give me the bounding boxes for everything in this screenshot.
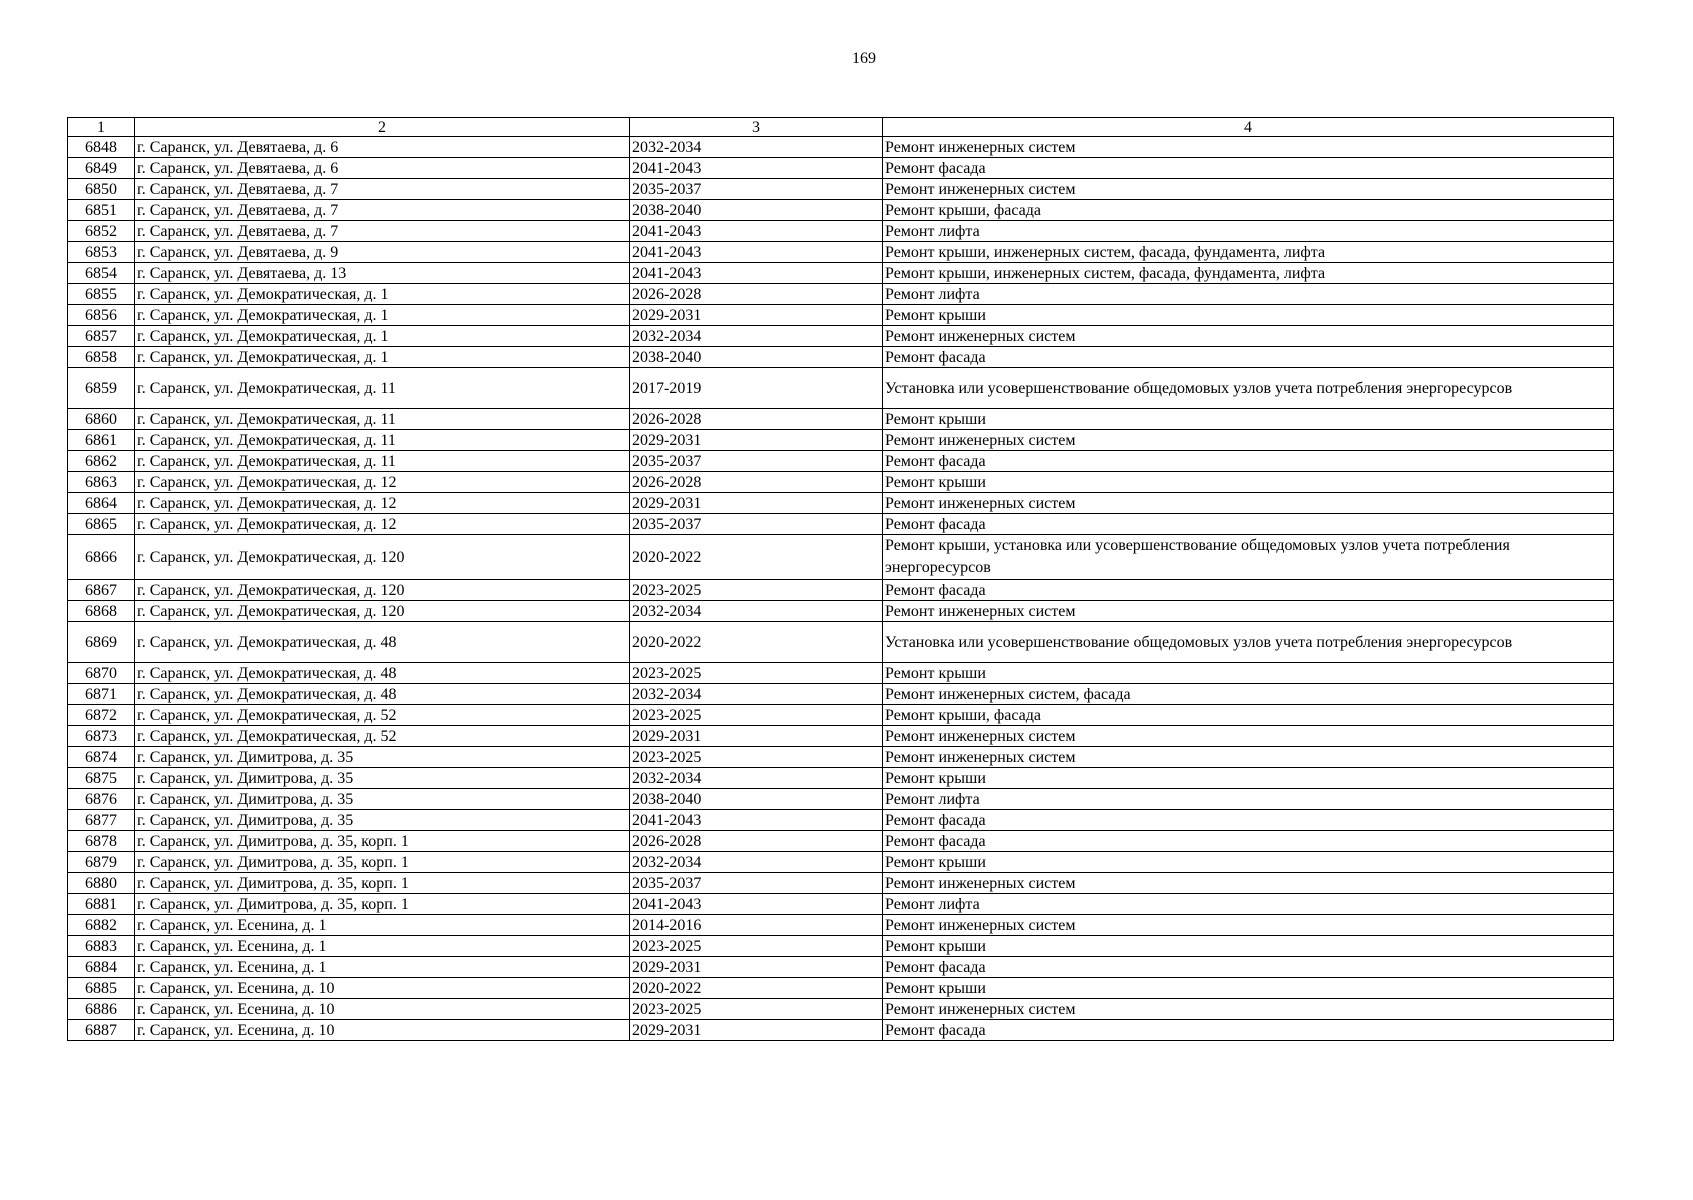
table-row xyxy=(68,622,1614,663)
period-cell: 2032-2034 xyxy=(630,768,883,789)
table-row xyxy=(68,430,1614,451)
period-cell: 2023-2025 xyxy=(630,936,883,957)
table-row xyxy=(68,999,1614,1020)
period-cell: 2026-2028 xyxy=(630,284,883,305)
period-cell: 2017-2019 xyxy=(630,368,883,409)
work-type-cell: Ремонт лифта xyxy=(883,894,1614,915)
row-number-cell: 6864 xyxy=(68,493,135,514)
address-cell: г. Саранск, ул. Демократическая, д. 48 xyxy=(135,663,630,684)
table-row xyxy=(68,284,1614,305)
work-type-cell: Ремонт крыши xyxy=(883,663,1614,684)
table-row xyxy=(68,894,1614,915)
work-type-cell: Ремонт крыши xyxy=(883,472,1614,493)
period-cell: 2038-2040 xyxy=(630,200,883,221)
work-type-cell: Ремонт фасада xyxy=(883,957,1614,978)
address-cell: г. Саранск, ул. Демократическая, д. 52 xyxy=(135,726,630,747)
table-row xyxy=(68,936,1614,957)
address-cell: г. Саранск, ул. Димитрова, д. 35, корп. 1 xyxy=(135,852,630,873)
period-cell: 2038-2040 xyxy=(630,347,883,368)
table-row xyxy=(68,347,1614,368)
row-number-cell: 6886 xyxy=(68,999,135,1020)
period-cell: 2032-2034 xyxy=(630,684,883,705)
row-number-cell: 6850 xyxy=(68,179,135,200)
work-type-cell: Ремонт фасада xyxy=(883,514,1614,535)
row-number-cell: 6856 xyxy=(68,305,135,326)
table-row xyxy=(68,915,1614,936)
table-row xyxy=(68,242,1614,263)
header-col-1: 1 xyxy=(68,118,135,137)
header-col-3: 3 xyxy=(630,118,883,137)
address-cell: г. Саранск, ул. Димитрова, д. 35 xyxy=(135,768,630,789)
address-cell: г. Саранск, ул. Демократическая, д. 52 xyxy=(135,705,630,726)
header-row xyxy=(68,118,1614,137)
work-type-cell: Ремонт крыши xyxy=(883,768,1614,789)
row-number-cell: 6863 xyxy=(68,472,135,493)
address-cell: г. Саранск, ул. Демократическая, д. 12 xyxy=(135,472,630,493)
address-cell: г. Саранск, ул. Демократическая, д. 120 xyxy=(135,580,630,601)
period-cell: 2041-2043 xyxy=(630,158,883,179)
address-cell: г. Саранск, ул. Есенина, д. 10 xyxy=(135,978,630,999)
table-row xyxy=(68,493,1614,514)
period-cell: 2035-2037 xyxy=(630,451,883,472)
page-number: 169 xyxy=(852,50,876,67)
work-type-cell: Ремонт крыши, фасада xyxy=(883,705,1614,726)
period-cell: 2029-2031 xyxy=(630,957,883,978)
work-type-cell: Ремонт крыши xyxy=(883,305,1614,326)
work-type-cell: Ремонт инженерных систем, фасада xyxy=(883,684,1614,705)
row-number-cell: 6848 xyxy=(68,137,135,158)
work-type-cell: Ремонт фасада xyxy=(883,451,1614,472)
row-number-cell: 6873 xyxy=(68,726,135,747)
row-number-cell: 6875 xyxy=(68,768,135,789)
table-row xyxy=(68,580,1614,601)
work-type-cell: Ремонт крыши, инженерных систем, фасада, фундамента, лифта xyxy=(883,263,1614,284)
table-row xyxy=(68,263,1614,284)
period-cell: 2026-2028 xyxy=(630,831,883,852)
table-row xyxy=(68,957,1614,978)
period-cell: 2029-2031 xyxy=(630,493,883,514)
period-cell: 2014-2016 xyxy=(630,915,883,936)
header-col-4: 4 xyxy=(883,118,1614,137)
work-type-cell: Ремонт инженерных систем xyxy=(883,430,1614,451)
address-cell: г. Саранск, ул. Демократическая, д. 11 xyxy=(135,430,630,451)
row-number-cell: 6861 xyxy=(68,430,135,451)
table-row xyxy=(68,768,1614,789)
row-number-cell: 6858 xyxy=(68,347,135,368)
address-cell: г. Саранск, ул. Димитрова, д. 35, корп. 1 xyxy=(135,894,630,915)
table-row xyxy=(68,1020,1614,1041)
row-number-cell: 6880 xyxy=(68,873,135,894)
period-cell: 2038-2040 xyxy=(630,789,883,810)
address-cell: г. Саранск, ул. Димитрова, д. 35 xyxy=(135,747,630,768)
row-number-cell: 6852 xyxy=(68,221,135,242)
row-number-cell: 6877 xyxy=(68,810,135,831)
address-cell: г. Саранск, ул. Демократическая, д. 11 xyxy=(135,451,630,472)
table-row xyxy=(68,158,1614,179)
work-type-cell: Ремонт инженерных систем xyxy=(883,179,1614,200)
period-cell: 2035-2037 xyxy=(630,873,883,894)
row-number-cell: 6866 xyxy=(68,535,135,580)
address-cell: г. Саранск, ул. Демократическая, д. 12 xyxy=(135,514,630,535)
table-row xyxy=(68,852,1614,873)
table-row xyxy=(68,789,1614,810)
row-number-cell: 6855 xyxy=(68,284,135,305)
work-type-cell: Ремонт инженерных систем xyxy=(883,601,1614,622)
address-cell: г. Саранск, ул. Девятаева, д. 7 xyxy=(135,200,630,221)
row-number-cell: 6853 xyxy=(68,242,135,263)
row-number-cell: 6849 xyxy=(68,158,135,179)
address-cell: г. Саранск, ул. Демократическая, д. 1 xyxy=(135,326,630,347)
address-cell: г. Саранск, ул. Демократическая, д. 120 xyxy=(135,535,630,580)
table-row xyxy=(68,873,1614,894)
work-type-cell: Ремонт крыши, инженерных систем, фасада, фундамента, лифта xyxy=(883,242,1614,263)
work-type-cell: Ремонт крыши xyxy=(883,978,1614,999)
period-cell: 2032-2034 xyxy=(630,852,883,873)
address-cell: г. Саранск, ул. Демократическая, д. 1 xyxy=(135,305,630,326)
address-cell: г. Саранск, ул. Девятаева, д. 7 xyxy=(135,221,630,242)
table-row xyxy=(68,221,1614,242)
table-row xyxy=(68,200,1614,221)
table-row xyxy=(68,726,1614,747)
address-cell: г. Саранск, ул. Девятаева, д. 6 xyxy=(135,137,630,158)
table-row xyxy=(68,747,1614,768)
work-type-cell: Ремонт фасада xyxy=(883,580,1614,601)
table-row xyxy=(68,810,1614,831)
work-type-cell: Ремонт фасада xyxy=(883,158,1614,179)
row-number-cell: 6881 xyxy=(68,894,135,915)
table-row xyxy=(68,514,1614,535)
work-type-cell: Ремонт лифта xyxy=(883,789,1614,810)
repair-schedule-table xyxy=(67,117,1614,1041)
period-cell: 2023-2025 xyxy=(630,663,883,684)
work-type-cell: Установка или усовершенствование общедомовых узлов учета потребления энергоресурсов xyxy=(883,622,1614,663)
row-number-cell: 6868 xyxy=(68,601,135,622)
period-cell: 2020-2022 xyxy=(630,622,883,663)
period-cell: 2041-2043 xyxy=(630,810,883,831)
period-cell: 2023-2025 xyxy=(630,747,883,768)
work-type-cell: Ремонт инженерных систем xyxy=(883,493,1614,514)
work-type-cell: Ремонт инженерных систем xyxy=(883,747,1614,768)
table-row xyxy=(68,137,1614,158)
address-cell: г. Саранск, ул. Девятаева, д. 13 xyxy=(135,263,630,284)
table-row xyxy=(68,684,1614,705)
work-type-cell: Ремонт крыши, фасада xyxy=(883,200,1614,221)
table-row xyxy=(68,368,1614,409)
table-row xyxy=(68,409,1614,430)
address-cell: г. Саранск, ул. Есенина, д. 10 xyxy=(135,999,630,1020)
period-cell: 2029-2031 xyxy=(630,1020,883,1041)
table-row xyxy=(68,831,1614,852)
row-number-cell: 6859 xyxy=(68,368,135,409)
address-cell: г. Саранск, ул. Димитрова, д. 35 xyxy=(135,810,630,831)
header-col-2: 2 xyxy=(135,118,630,137)
row-number-cell: 6879 xyxy=(68,852,135,873)
work-type-cell: Ремонт инженерных систем xyxy=(883,726,1614,747)
work-type-cell: Ремонт фасада xyxy=(883,1020,1614,1041)
work-type-cell: Ремонт фасада xyxy=(883,347,1614,368)
table-row xyxy=(68,472,1614,493)
period-cell: 2026-2028 xyxy=(630,472,883,493)
row-number-cell: 6872 xyxy=(68,705,135,726)
row-number-cell: 6854 xyxy=(68,263,135,284)
address-cell: г. Саранск, ул. Есенина, д. 1 xyxy=(135,936,630,957)
row-number-cell: 6870 xyxy=(68,663,135,684)
table-row xyxy=(68,179,1614,200)
work-type-cell: Ремонт инженерных систем xyxy=(883,137,1614,158)
period-cell: 2023-2025 xyxy=(630,580,883,601)
row-number-cell: 6867 xyxy=(68,580,135,601)
row-number-cell: 6884 xyxy=(68,957,135,978)
row-number-cell: 6885 xyxy=(68,978,135,999)
row-number-cell: 6869 xyxy=(68,622,135,663)
table-row xyxy=(68,535,1614,580)
row-number-cell: 6882 xyxy=(68,915,135,936)
work-type-cell: Ремонт инженерных систем xyxy=(883,999,1614,1020)
work-type-cell: Ремонт инженерных систем xyxy=(883,873,1614,894)
period-cell: 2026-2028 xyxy=(630,409,883,430)
address-cell: г. Саранск, ул. Девятаева, д. 7 xyxy=(135,179,630,200)
row-number-cell: 6865 xyxy=(68,514,135,535)
table-body xyxy=(68,137,1614,1041)
table-row xyxy=(68,451,1614,472)
address-cell: г. Саранск, ул. Девятаева, д. 6 xyxy=(135,158,630,179)
period-cell: 2020-2022 xyxy=(630,535,883,580)
period-cell: 2023-2025 xyxy=(630,705,883,726)
address-cell: г. Саранск, ул. Димитрова, д. 35, корп. 1 xyxy=(135,873,630,894)
period-cell: 2029-2031 xyxy=(630,726,883,747)
address-cell: г. Саранск, ул. Димитрова, д. 35 xyxy=(135,789,630,810)
address-cell: г. Саранск, ул. Демократическая, д. 48 xyxy=(135,622,630,663)
period-cell: 2029-2031 xyxy=(630,305,883,326)
address-cell: г. Саранск, ул. Демократическая, д. 1 xyxy=(135,347,630,368)
row-number-cell: 6878 xyxy=(68,831,135,852)
table-row xyxy=(68,601,1614,622)
row-number-cell: 6860 xyxy=(68,409,135,430)
period-cell: 2035-2037 xyxy=(630,179,883,200)
address-cell: г. Саранск, ул. Демократическая, д. 48 xyxy=(135,684,630,705)
address-cell: г. Саранск, ул. Демократическая, д. 1 xyxy=(135,284,630,305)
row-number-cell: 6876 xyxy=(68,789,135,810)
address-cell: г. Саранск, ул. Есенина, д. 1 xyxy=(135,915,630,936)
row-number-cell: 6874 xyxy=(68,747,135,768)
work-type-cell: Ремонт лифта xyxy=(883,284,1614,305)
period-cell: 2035-2037 xyxy=(630,514,883,535)
table-row xyxy=(68,326,1614,347)
address-cell: г. Саранск, ул. Димитрова, д. 35, корп. 1 xyxy=(135,831,630,852)
period-cell: 2023-2025 xyxy=(630,999,883,1020)
work-type-cell: Ремонт крыши xyxy=(883,936,1614,957)
work-type-cell: Ремонт лифта xyxy=(883,221,1614,242)
period-cell: 2032-2034 xyxy=(630,326,883,347)
period-cell: 2041-2043 xyxy=(630,221,883,242)
table-row xyxy=(68,305,1614,326)
table-row xyxy=(68,663,1614,684)
period-cell: 2041-2043 xyxy=(630,263,883,284)
period-cell: 2041-2043 xyxy=(630,242,883,263)
address-cell: г. Саранск, ул. Демократическая, д. 11 xyxy=(135,409,630,430)
row-number-cell: 6887 xyxy=(68,1020,135,1041)
period-cell: 2020-2022 xyxy=(630,978,883,999)
row-number-cell: 6862 xyxy=(68,451,135,472)
period-cell: 2032-2034 xyxy=(630,601,883,622)
period-cell: 2029-2031 xyxy=(630,430,883,451)
address-cell: г. Саранск, ул. Есенина, д. 10 xyxy=(135,1020,630,1041)
work-type-cell: Ремонт фасада xyxy=(883,810,1614,831)
work-type-cell: Ремонт крыши xyxy=(883,852,1614,873)
work-type-cell: Ремонт крыши, установка или усовершенствование общедомовых узлов учета потребления энергоресурсов xyxy=(883,535,1614,580)
period-cell: 2032-2034 xyxy=(630,137,883,158)
period-cell: 2041-2043 xyxy=(630,894,883,915)
address-cell: г. Саранск, ул. Демократическая, д. 12 xyxy=(135,493,630,514)
address-cell: г. Саранск, ул. Есенина, д. 1 xyxy=(135,957,630,978)
address-cell: г. Саранск, ул. Демократическая, д. 120 xyxy=(135,601,630,622)
work-type-cell: Ремонт крыши xyxy=(883,409,1614,430)
work-type-cell: Ремонт фасада xyxy=(883,831,1614,852)
row-number-cell: 6871 xyxy=(68,684,135,705)
row-number-cell: 6883 xyxy=(68,936,135,957)
work-type-cell: Ремонт инженерных систем xyxy=(883,326,1614,347)
table-row xyxy=(68,705,1614,726)
address-cell: г. Саранск, ул. Девятаева, д. 9 xyxy=(135,242,630,263)
table-row xyxy=(68,978,1614,999)
row-number-cell: 6857 xyxy=(68,326,135,347)
work-type-cell: Ремонт инженерных систем xyxy=(883,915,1614,936)
work-type-cell: Установка или усовершенствование общедомовых узлов учета потребления энергоресурсов xyxy=(883,368,1614,409)
row-number-cell: 6851 xyxy=(68,200,135,221)
address-cell: г. Саранск, ул. Демократическая, д. 11 xyxy=(135,368,630,409)
